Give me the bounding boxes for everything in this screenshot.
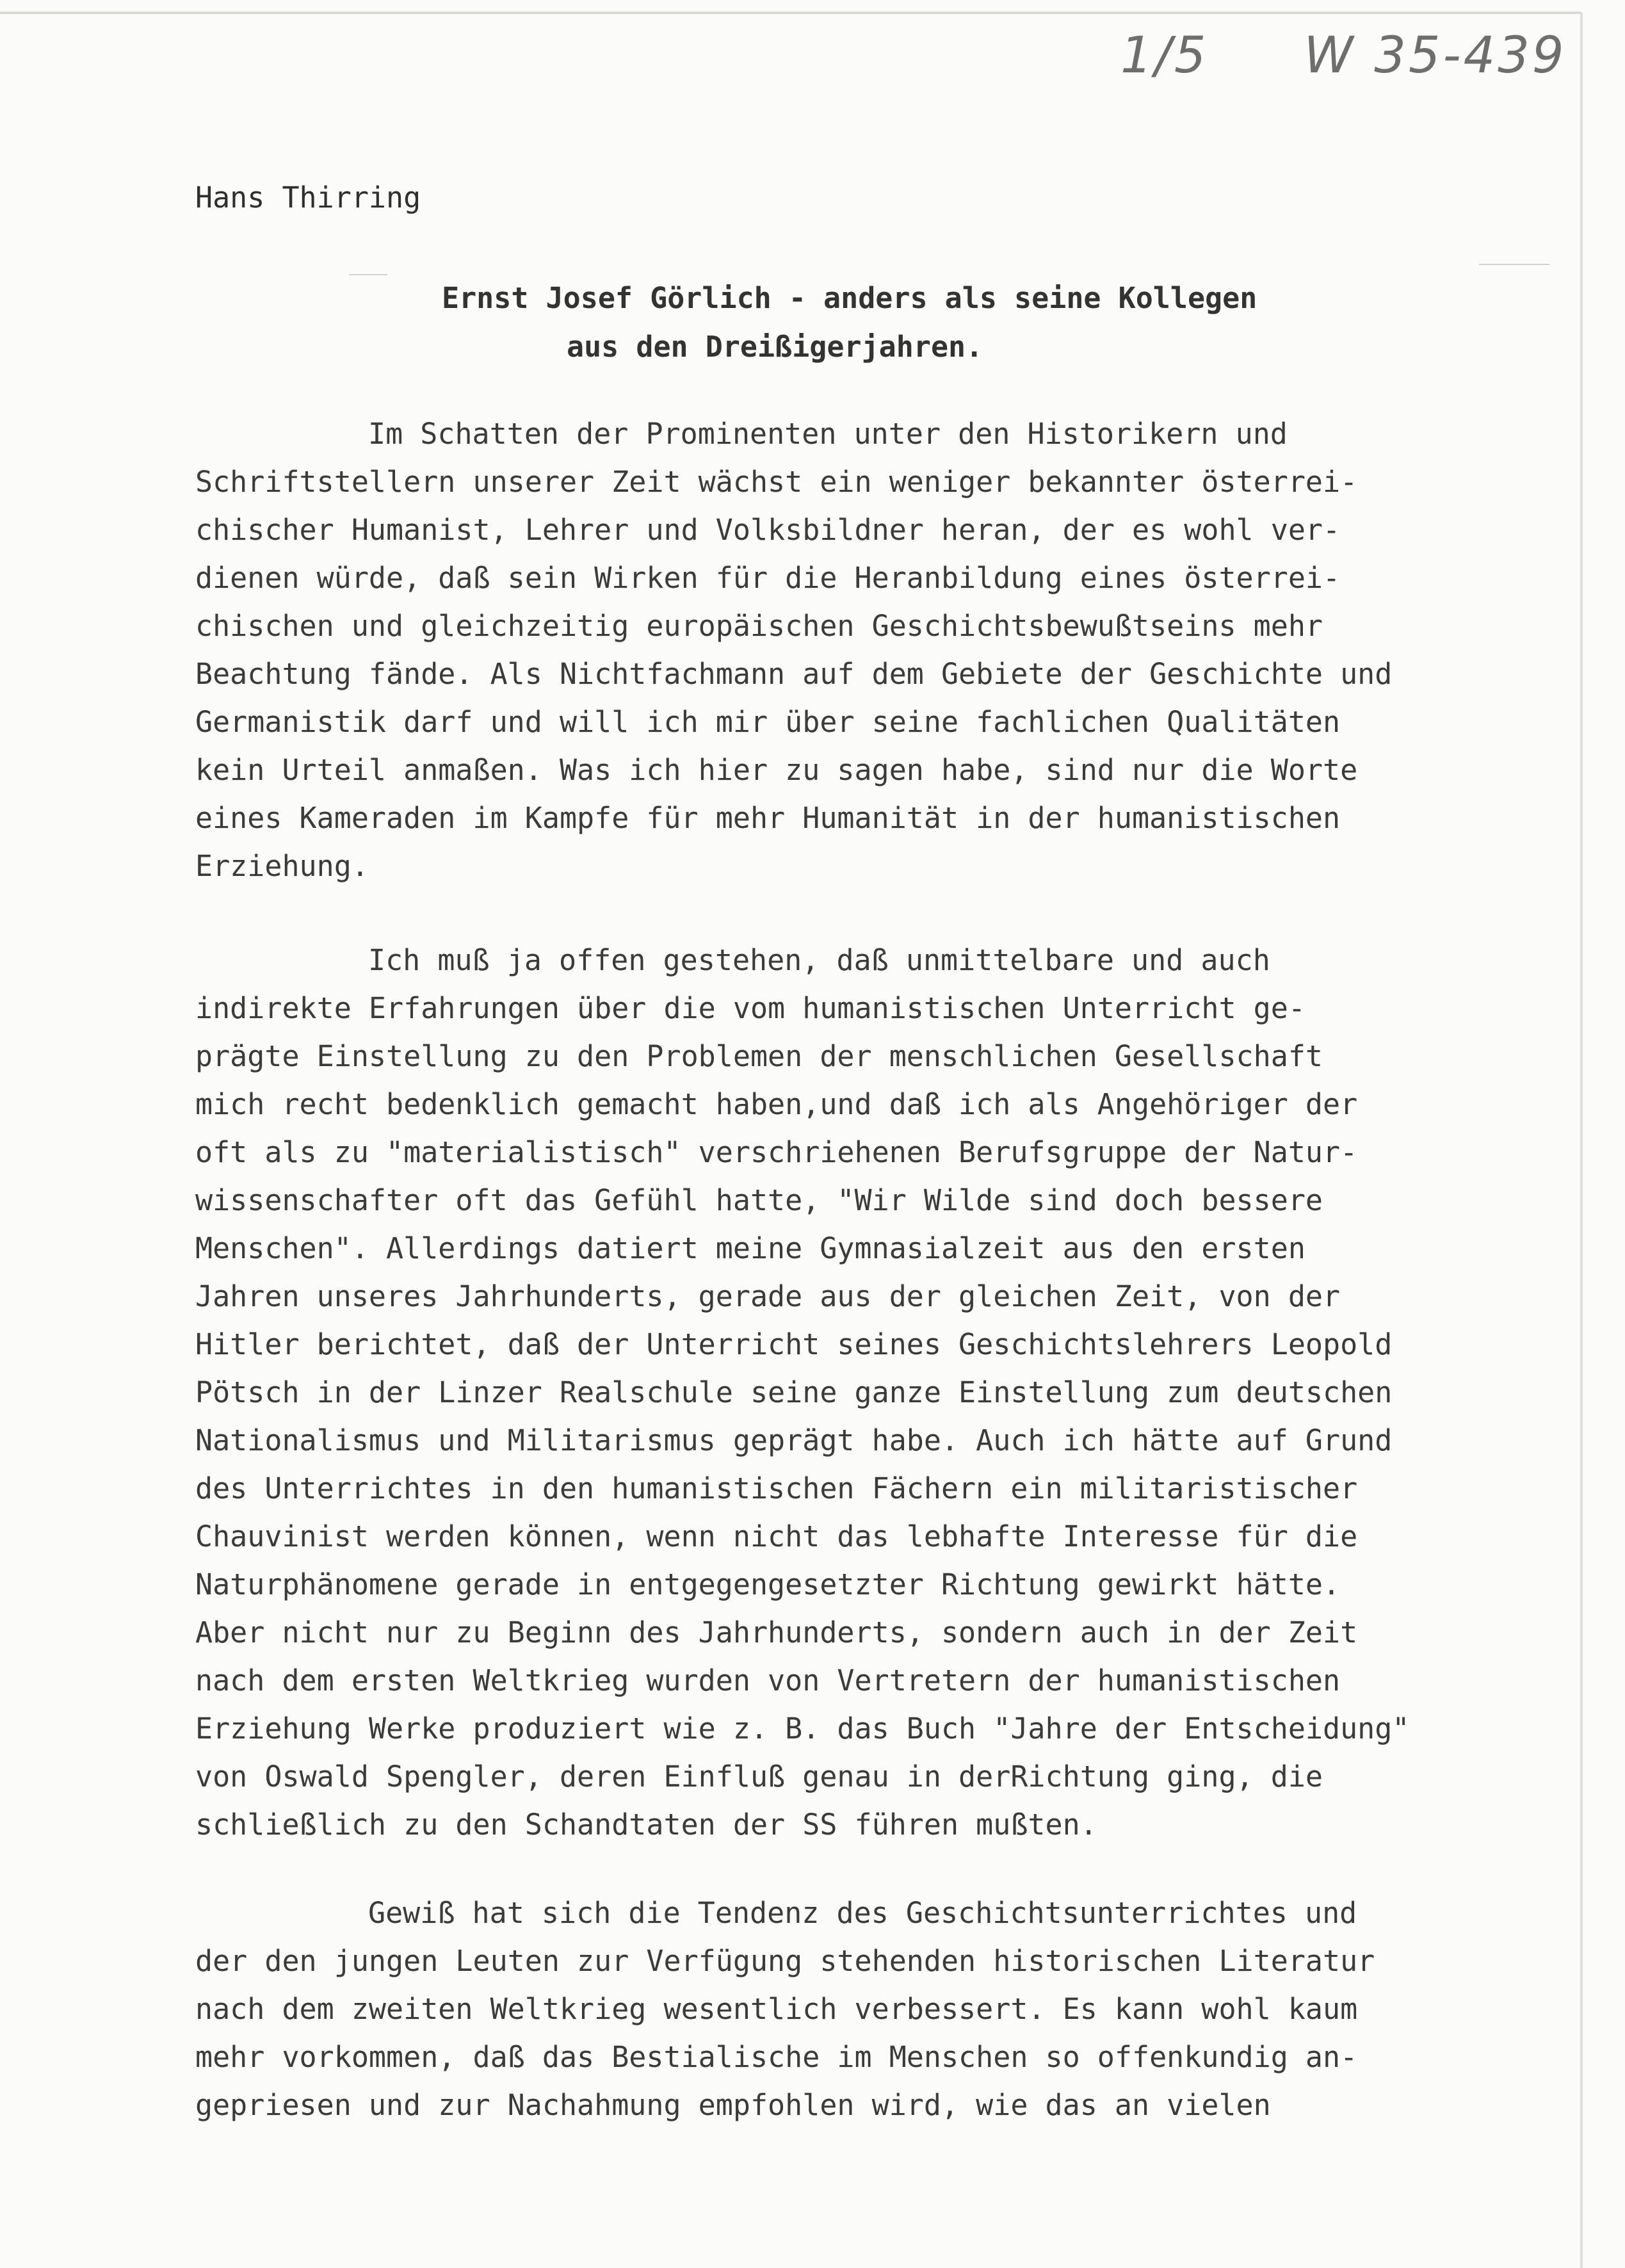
archive-handwritten-mark <box>1120 27 1567 85</box>
text-line: Menschen". Allerdings datiert meine Gymnasialzeit aus den ersten <box>195 1231 1306 1265</box>
text-line: Ich muß ja offen gestehen, daß unmittelbare und auch <box>368 943 1270 977</box>
paragraph-3 <box>195 1889 1546 2129</box>
archive-signature: W 35-439 <box>1304 27 1567 85</box>
text-line: Erziehung Werke produziert wie z. B. das Buch "Jahre der Entscheidung" <box>195 1712 1410 1746</box>
text-line: schließlich zu den Schandtaten der SS führen mußten. <box>195 1808 1097 1842</box>
paragraph-1 <box>195 410 1546 890</box>
text-line: chischer Humanist, Lehrer und Volksbildner heran, der es wohl ver- <box>195 513 1341 547</box>
text-line: chischen und gleichzeitig europäischen Geschichtsbewußtseins mehr <box>195 609 1323 643</box>
text-line: Im Schatten der Prominenten unter den Historikern und <box>368 417 1288 451</box>
text-line: nach dem zweiten Weltkrieg wesentlich verbessert. Es kann wohl kaum <box>195 1992 1358 2026</box>
text-line: Erziehung. <box>195 849 369 883</box>
text-line: Gewiß hat sich die Tendenz des Geschichtsunterrichtes und <box>368 1896 1357 1930</box>
text-line: Jahren unseres Jahrhunderts, gerade aus der gleichen Zeit, von der <box>195 1279 1341 1313</box>
text-line: Schriftstellern unserer Zeit wächst ein weniger bekannter österrei- <box>195 465 1358 499</box>
text-line: Germanistik darf und will ich mir über seine fachlichen Qualitäten <box>195 705 1341 739</box>
text-line: gepriesen und zur Nachahmung empfohlen wird, wie das an vielen <box>195 2088 1271 2122</box>
text-line: eines Kameraden im Kampfe für mehr Humanität in der humanistischen <box>195 801 1341 835</box>
text-line: mich recht bedenklich gemacht haben,und daß ich als Angehöriger der <box>195 1087 1358 1121</box>
scan-mark <box>349 274 387 275</box>
text-line: Chauvinist werden können, wenn nicht das lebhafte Interesse für die <box>195 1519 1358 1553</box>
page-edge-right <box>1580 13 1583 2268</box>
text-line: Hitler berichtet, daß der Unterricht seines Geschichtslehrers Leopold <box>195 1327 1393 1361</box>
author-name: Hans Thirring <box>195 181 421 215</box>
paragraph-2 <box>195 936 1546 1849</box>
text-line: der den jungen Leuten zur Verfügung stehenden historischen Literatur <box>195 1944 1375 1978</box>
text-line: indirekte Erfahrungen über die vom humanistischen Unterricht ge- <box>195 991 1306 1025</box>
text-line: von Oswald Spengler, deren Einfluß genau in derRichtung ging, die <box>195 1760 1323 1794</box>
text-line: des Unterrichtes in den humanistischen Fächern ein militaristischer <box>195 1471 1358 1505</box>
scan-mark <box>1479 264 1549 265</box>
text-line: wissenschafter oft das Gefühl hatte, "Wir Wilde sind doch bessere <box>195 1183 1323 1217</box>
title-line-2: aus den Dreißigerjahren. <box>567 330 983 364</box>
text-line: Aber nicht nur zu Beginn des Jahrhunderts, sondern auch in der Zeit <box>195 1616 1358 1649</box>
folio-number: 1/5 <box>1120 27 1209 85</box>
document-title <box>442 274 1402 371</box>
title-line-1: Ernst Josef Görlich - anders als seine Kollegen <box>442 281 1257 315</box>
text-line: Nationalismus und Militarismus geprägt habe. Auch ich hätte auf Grund <box>195 1423 1393 1457</box>
text-line: Beachtung fände. Als Nichtfachmann auf dem Gebiete der Geschichte und <box>195 657 1393 691</box>
text-line: oft als zu "materialistisch" verschriehenen Berufsgruppe der Natur- <box>195 1135 1358 1169</box>
text-line: dienen würde, daß sein Wirken für die Heranbildung eines österrei- <box>195 561 1341 595</box>
text-line: prägte Einstellung zu den Problemen der menschlichen Gesellschaft <box>195 1039 1323 1073</box>
page-edge-top <box>0 12 1581 14</box>
text-line: Pötsch in der Linzer Realschule seine ganze Einstellung zum deutschen <box>195 1375 1393 1409</box>
text-line: Naturphänomene gerade in entgegengesetzter Richtung gewirkt hätte. <box>195 1567 1341 1601</box>
text-line: nach dem ersten Weltkrieg wurden von Vertretern der humanistischen <box>195 1664 1341 1697</box>
text-line: mehr vorkommen, daß das Bestialische im Menschen so offenkundig an- <box>195 2040 1358 2074</box>
text-line: kein Urteil anmaßen. Was ich hier zu sagen habe, sind nur die Worte <box>195 753 1358 787</box>
